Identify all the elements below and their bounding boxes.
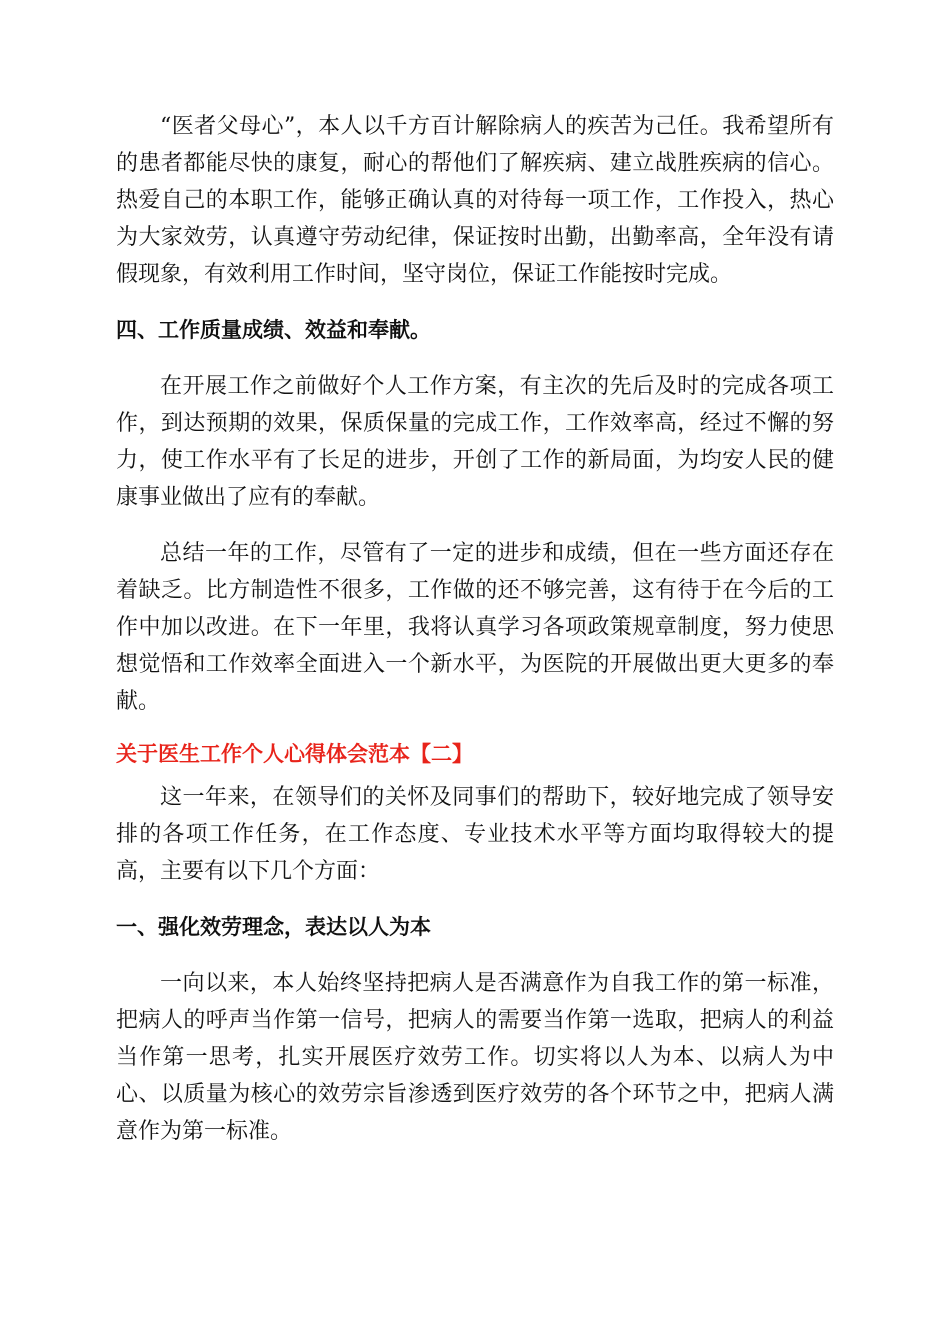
- spacer: [116, 516, 834, 535]
- spacer: [116, 946, 834, 965]
- section-title: 关于医生工作个人心得体会范本【二】: [116, 742, 473, 766]
- paragraph-this-year: 这一年来，在领导们的关怀及同事们的帮助下，较好地完成了领导安排的各项工作任务，在工作态度、专业技术水平等方面均取得较大的提高，主要有以下几个方面：: [116, 785, 834, 884]
- spacer: [116, 349, 834, 368]
- spacer: [116, 720, 834, 736]
- paragraph-work-plan: 在开展工作之前做好个人工作方案，有主次的先后及时的完成各项工作，到达预期的效果，保质保量的完成工作，工作效率高，经过不懈的努力，使工作水平有了长足的进步，开创了工作的新局面，为均安人民的健康事业做出了应有的奉献。: [116, 374, 834, 510]
- spacer: [116, 293, 834, 312]
- document-page: [116, 108, 834, 1150]
- heading-service-concept: 一、强化效劳理念，表达以人为本: [116, 915, 431, 939]
- paragraph-patient-first: 一向以来，本人始终坚持把病人是否满意作为自我工作的第一标准，把病人的呼声当作第一信号，把病人的需要当作第一选取，把病人的利益当作第一思考，扎实开展医疗效劳工作。切实将以人为本、以病人为中心、以质量为核心的效劳宗旨渗透到医疗效劳的各个环节之中，把病人满意作为第一标准。: [116, 971, 834, 1144]
- paragraph-year-summary: 总结一年的工作，尽管有了一定的进步和成绩，但在一些方面还存在着缺乏。比方制造性不很多，工作做的还不够完善，这有待于在今后的工作中加以改进。在下一年里，我将认真学习各项政策规章制度，努力使思想觉悟和工作效率全面进入一个新水平，为医院的开展做出更大更多的奉献。: [116, 541, 834, 714]
- heading-work-quality: 四、工作质量成绩、效益和奉献。: [116, 318, 431, 342]
- paragraph-doctor-heart: “医者父母心”，本人以千方百计解除病人的疾苦为己任。我希望所有的患者都能尽快的康复，耐心的帮他们了解疾病、建立战胜疾病的信心。热爱自己的本职工作，能够正确认真的对待每一项工作，工作投入，热心为大家效劳，认真遵守劳动纪律，保证按时出勤，出勤率高，全年没有请假现象，有效利用工作时间，坚守岗位，保证工作能按时完成。: [116, 114, 834, 287]
- spacer: [116, 890, 834, 909]
